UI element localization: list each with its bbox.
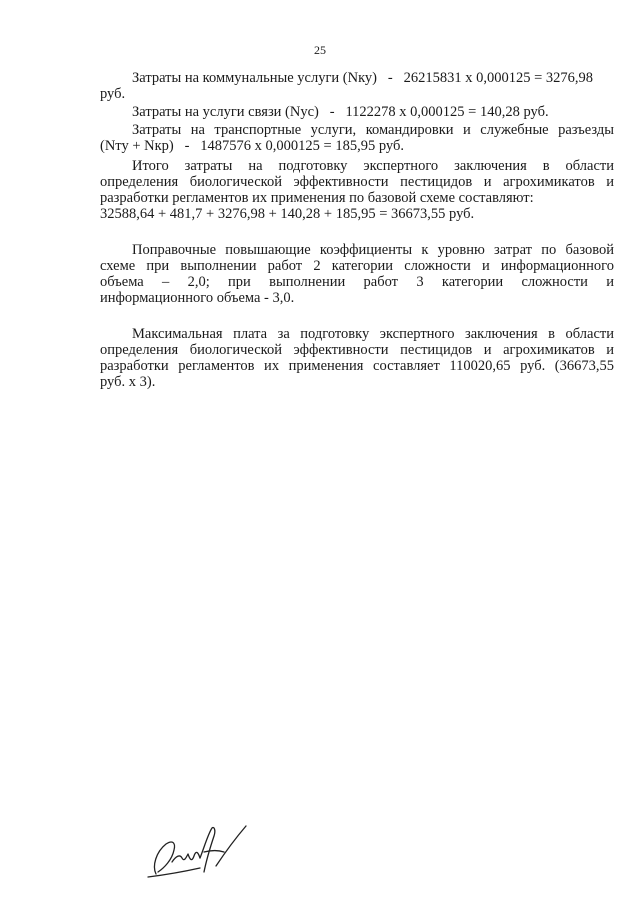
- coefficients-paragraph-line-3: объема – 2,0; при выполнении работ 3 категории сложности и: [100, 274, 614, 290]
- coefficients-paragraph-line-1: Поправочные повышающие коэффициенты к уровню затрат по базовой: [132, 242, 614, 258]
- total-sum-formula: 32588,64 + 481,7 + 3276,98 + 140,28 + 185,95 = 36673,55 руб.: [100, 206, 475, 222]
- page-number: 25: [314, 43, 326, 57]
- coefficients-paragraph-line-2: схеме при выполнении работ 2 категории сложности и информационного: [100, 258, 614, 274]
- transport-cost-line: Затраты на транспортные услуги, командировки и служебные разъезды: [132, 122, 614, 138]
- utilities-cost-continuation: руб.: [100, 86, 126, 102]
- signature-icon: [142, 822, 252, 884]
- total-paragraph-line-3: разработки регламентов их применения по базовой схеме составляют:: [100, 190, 534, 206]
- max-fee-paragraph-line-2: определения биологической эффективности пестицидов и агрохимикатов и: [100, 342, 614, 358]
- max-fee-paragraph-line-4: руб. х 3).: [100, 374, 156, 390]
- max-fee-paragraph-line-3: разработки регламентов их применения составляет 110020,65 руб. (36673,55: [100, 358, 614, 374]
- utilities-cost-line: Затраты на коммунальные услуги (Nку) - 26215831 х 0,000125 = 3276,98: [132, 70, 594, 86]
- communication-cost-line: Затраты на услуги связи (Nус) - 1122278 х 0,000125 = 140,28 руб.: [132, 104, 549, 120]
- total-paragraph-line-2: определения биологической эффективности пестицидов и агрохимикатов и: [100, 174, 614, 190]
- max-fee-paragraph-line-1: Максимальная плата за подготовку экспертного заключения в области: [132, 326, 614, 342]
- coefficients-paragraph-line-4: информационного объема - 3,0.: [100, 290, 295, 306]
- transport-cost-continuation: (Nту + Nкр) - 1487576 х 0,000125 = 185,95 руб.: [100, 138, 404, 154]
- total-paragraph-line-1: Итого затраты на подготовку экспертного заключения в области: [132, 158, 614, 174]
